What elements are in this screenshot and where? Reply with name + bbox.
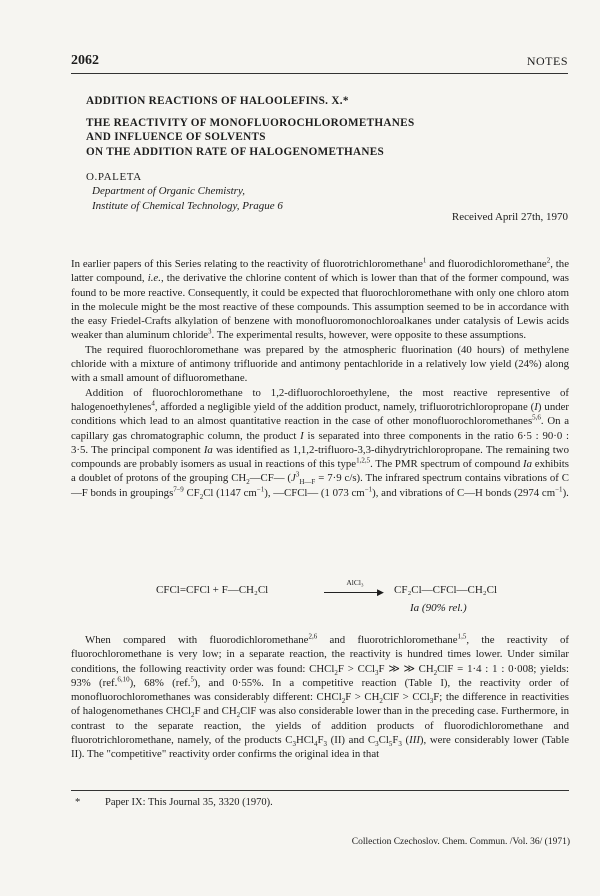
arrow-head-icon: ▶ — [377, 587, 384, 597]
paragraph-3: Addition of fluorochloromethane to 1,2-difluorochloroethylene, the most reactive representive of halogenoethylenes$^4$, afforded a negligible yield of the addition product, namely, trifluorotrichloropropane (I) under conditions which lead to an almost quantitative reaction in the case of other monofluorochloromethanes$^{5,6}$. On a capillary gas chromatographic column, the product I is separated into three components in the ratio 6·5 : 90·0 : 3·5. The principal component Ia was identified as 1,1,2-trifluoro-3,3-dihydrytrichloropropane. The remaining two compounds are probably isomers as usual in reactions of this type$^{1,2,5}$. The PMR spectrum of compound Ia exhibits a doublet of protons of the grouping $CH_2—CF—$ ($J^3_{H—F} = 7\cdot 9$ c/s). The infrared spectrum contains vibrations of C—F bonds in groupings$^{7-9}$ $CF_2Cl$ (1147 $cm^{-1}$), —CFCl— (1 073 $cm^{-1}$), and vibrations of C—H bonds (2974 $cm^{-1}$). — [71, 386, 569, 501]
series-title: ADDITION REACTIONS OF HALOOLEFINS. X.* — [86, 95, 349, 107]
section-label: NOTES — [526, 54, 568, 68]
title-line-3: ON THE ADDITION RATE OF HALOGENOMETHANES — [86, 145, 385, 158]
affiliation — [92, 184, 283, 214]
running-header — [71, 53, 568, 71]
paragraph-2: The required fluorochloromethane was prepared by the atmospheric fluorination (40 hours) of methylene chloride with a mixture of antimony trifluoride and antimony pentachloride in a relatively low yield (24%) along with a small amount of difluoromethane. — [71, 343, 569, 385]
reactants: CFCl=CFCl + F—CH₂Cl — [156, 584, 269, 596]
title-line-1: THE REACTIVITY OF MONOFLUOROCHLOROMETHANES — [86, 116, 415, 129]
product-label: Ia (90% rel.) — [410, 602, 467, 614]
product-formula: CF₂Cl—CFCl—CH₂Cl — [394, 584, 498, 596]
footnote-marker: * — [75, 797, 81, 808]
body-text-part-1 — [71, 257, 569, 500]
affiliation-line-2: Institute of Chemical Technology, Prague 6 — [92, 200, 283, 212]
body-text-part-2 — [71, 633, 569, 762]
header-rule — [71, 73, 568, 74]
catalyst-label: AlCl₃ — [346, 578, 364, 587]
reaction-arrow — [324, 578, 386, 597]
arrow-line — [324, 592, 382, 593]
footnote-rule — [71, 790, 569, 791]
author-name: O.PALETA — [86, 171, 142, 183]
footnote-text: Paper IX: This Journal 35, 3320 (1970). — [105, 797, 273, 808]
journal-citation: Collection Czechoslov. Chem. Commun. /Vol. 36/ (1971) — [351, 837, 570, 847]
article-title — [86, 94, 556, 159]
received-date: Received April 27th, 1970 — [451, 211, 568, 223]
reaction-scheme — [156, 578, 516, 622]
page-number: 2062 — [71, 53, 99, 68]
paragraph-1: In earlier papers of this Series relating to the reactivity of fluorotrichloromethane$^1$ and fluorodichloromethane$^2$, the latter compound, i.e., the derivative the chlorine content of which is lower than that of the former compound, was found to be more reactive. Consequently, it could be expected that fluorochloromethane with only one chloro atom in the molecule might be the most reactive of these compounds. This assumption seemed to be in accordance with the easy Friedel-Crafts alkylation of benzene with monofluoromonochloroalkanes under catalysis of Lewis acids weaker than aluminum chloride$^3$. The experimental results, however, were opposite to these assumptions. — [71, 256, 570, 342]
affiliation-line-1: Department of Organic Chemistry, — [92, 185, 245, 197]
footnote — [75, 797, 273, 808]
paragraph-4: When compared with fluorodichloromethane$^{2,6}$ and fluorotrichloromethane$^{1,5}$, the reactivity of fluorochloromethane is very low; in a separate reaction, the reactivity is hundred times lower. Under similar conditions, the following reactivity order was found: CHCl$_2$F > CCl$_3$F ≫ ≫ $CH_2ClF = 1\cdot 4$ : 1 : 0·008; yields: 93% (ref.$^{6,10}$), 68% (ref.$^5$), and 0·55%. In a competitive reaction (Table I), the reactivity order of monofluorochloromethanes was considerably different: CHCl$_2$F > $CH_2ClF > CCl_3F$; the difference in reactivities of halogenomethanes CHCl$_2$F and $CH_2ClF$ was also considerable lower than in the preceding case. Furthermore, in contrast to the separate reaction, the yields of addition products of fluorodichloromethane and fluorotrichloromethane, namely, of the products $C_3HCl_4F_3$ (II) and $C_3Cl_5F_3$ (III), were considerably lower (Table II). The "competitive" reactivity order confirms the original idea in that — [71, 632, 570, 761]
title-line-2: AND INFLUENCE OF SOLVENTS — [86, 131, 266, 143]
